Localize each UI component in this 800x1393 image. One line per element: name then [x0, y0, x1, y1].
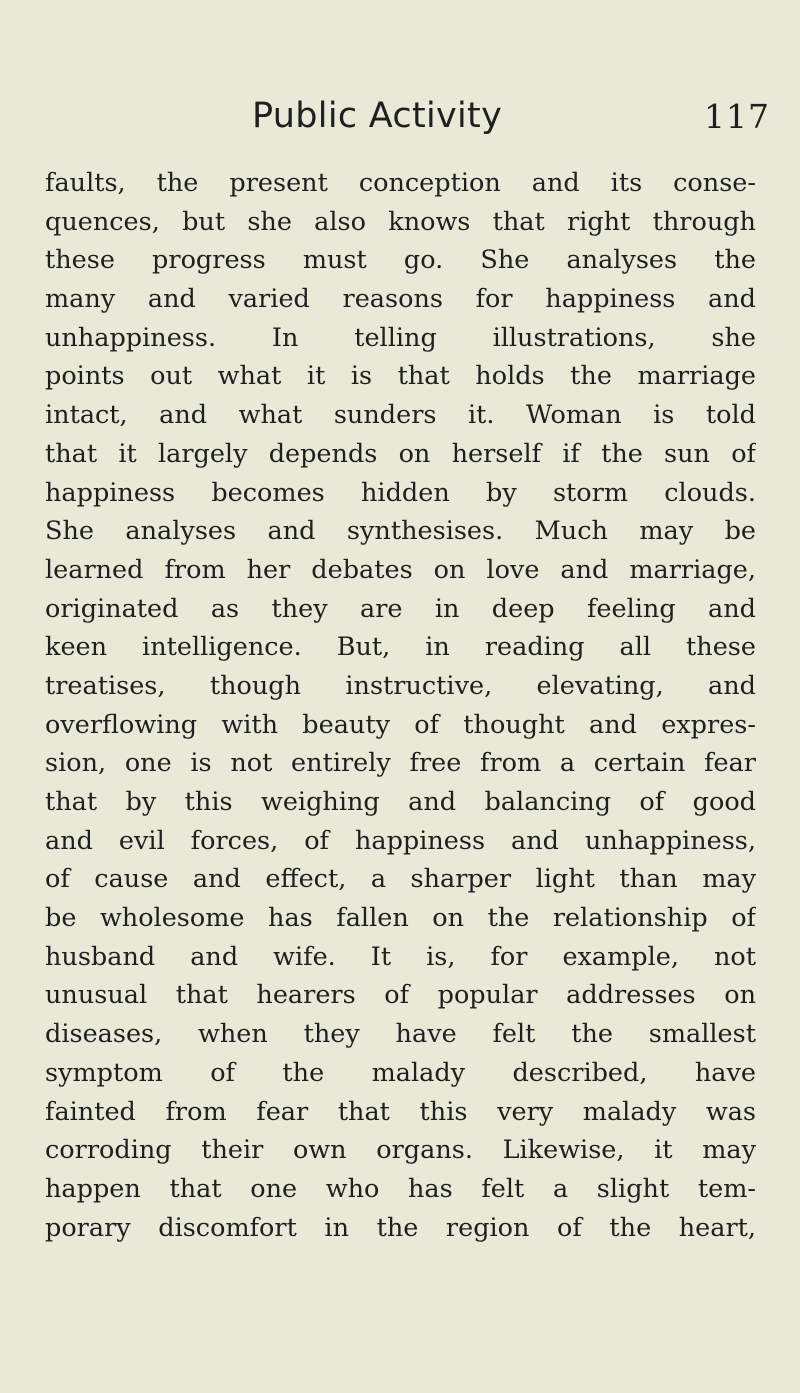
text-line: porary discomfort in the region of the heart, [45, 1212, 756, 1243]
body-text [45, 164, 756, 1247]
text-line: husband and wife. It is, for example, not [45, 941, 756, 972]
text-line: fainted from fear that this very malady was [45, 1096, 756, 1127]
text-line: overflowing with beauty of thought and expres- [45, 709, 756, 740]
text-line: quences, but she also knows that right through [45, 206, 756, 237]
text-line: and evil forces, of happiness and unhappiness, [45, 825, 756, 856]
text-line: intact, and what sunders it. Woman is told [45, 400, 756, 431]
text-line: that by this weighing and balancing of good [45, 787, 756, 817]
text-line: happen that one who has felt a slight tem- [45, 1173, 756, 1204]
text-line: diseases, when they have felt the smallest [45, 1019, 756, 1050]
text-line: learned from her debates on love and marriage, [45, 554, 756, 585]
text-line: happiness becomes hidden by storm clouds. [45, 477, 756, 508]
text-line: unhappiness. In telling illustrations, she [45, 322, 756, 353]
text-line: these progress must go. She analyses the [45, 245, 756, 276]
text-line: of cause and effect, a sharper light than may [45, 864, 756, 895]
text-line: faults, the present conception and its conse- [45, 168, 756, 198]
text-line: originated as they are in deep feeling and [45, 593, 756, 624]
text-line: treatises, though instructive, elevating, and [45, 670, 756, 701]
text-line: many and varied reasons for happiness and [45, 284, 756, 315]
text-line: unusual that hearers of popular addresses on [45, 980, 756, 1011]
text-line: that it largely depends on herself if the sun of [45, 438, 756, 469]
text-line: corroding their own organs. Likewise, it may [45, 1135, 756, 1166]
text-line: points out what it is that holds the marriage [45, 361, 756, 392]
running-title: Public Activity [252, 96, 503, 136]
text-line: symptom of the malady described, have [45, 1057, 756, 1088]
page-header [0, 94, 800, 144]
text-line: She analyses and synthesises. Much may be [45, 516, 756, 547]
text-line: be wholesome has fallen on the relationship of [45, 903, 756, 934]
page-number: 117 [704, 97, 770, 136]
text-line: keen intelligence. But, in reading all these [45, 632, 756, 663]
text-line: sion, one is not entirely free from a certain fear [45, 748, 756, 779]
